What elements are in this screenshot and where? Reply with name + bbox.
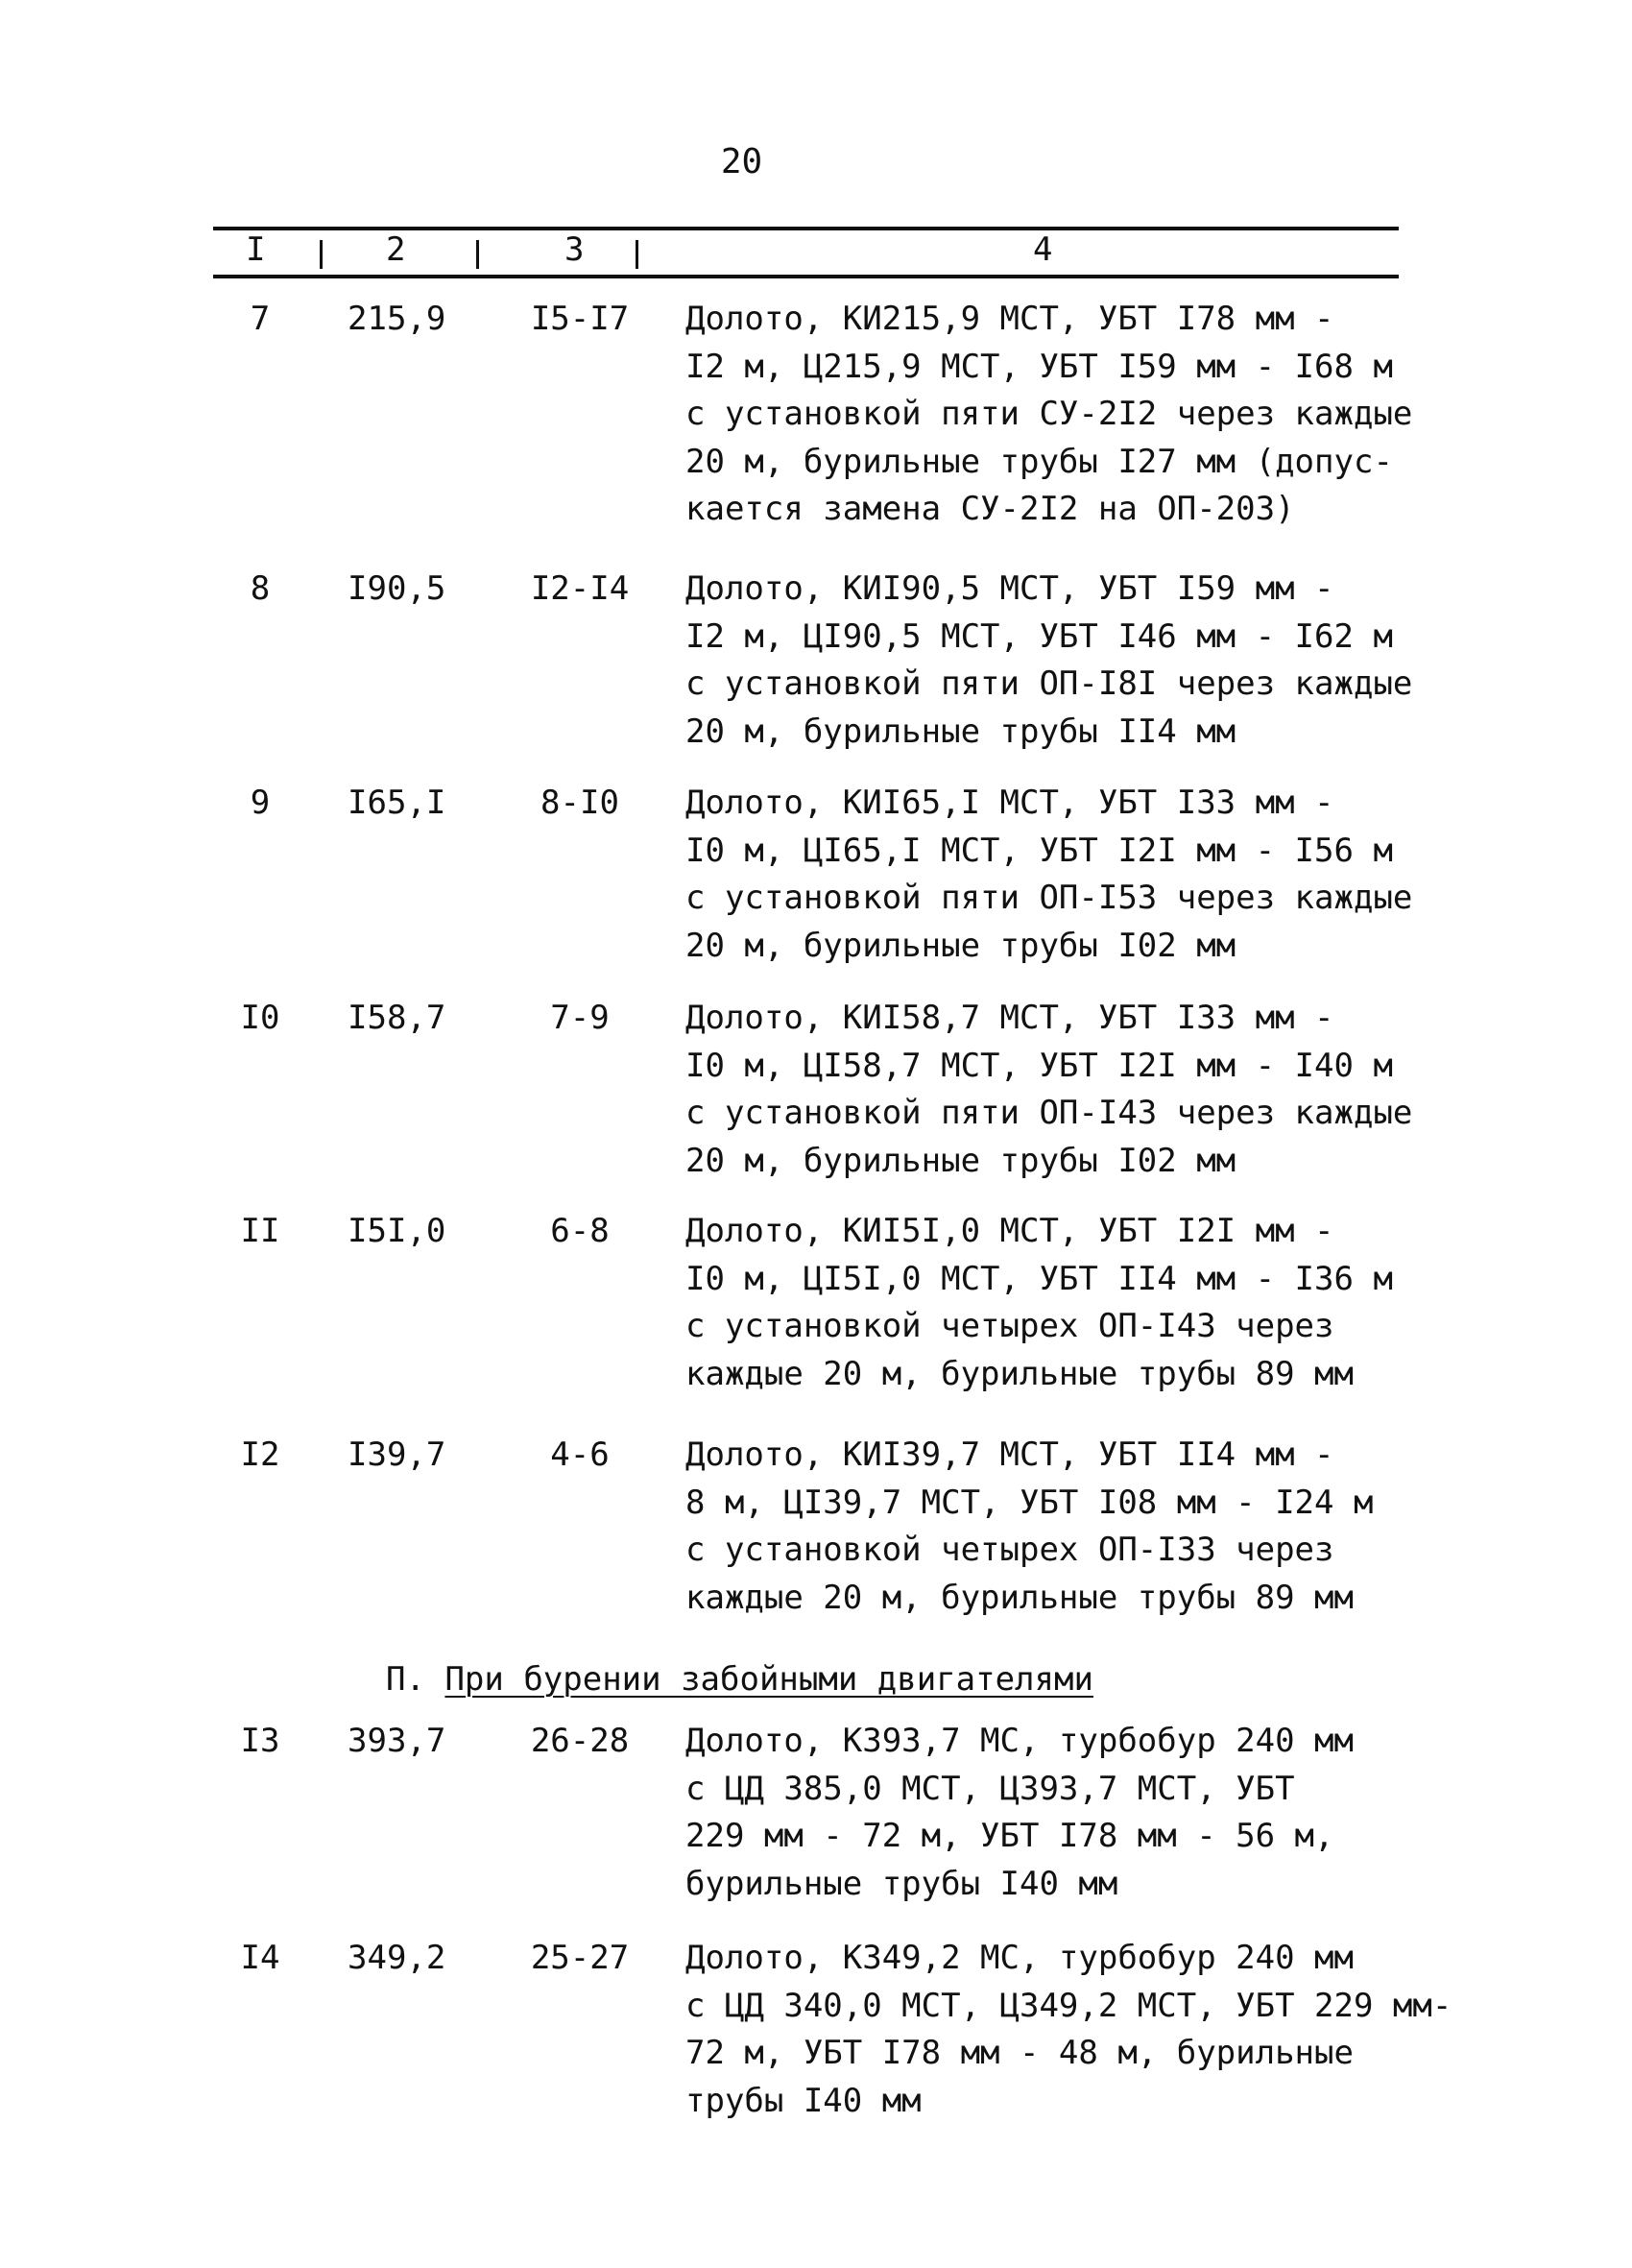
col-header-3: 3 [564,230,585,269]
description-line: с установкой четырех ОП-I33 через [685,1531,1334,1569]
description-line: с ЦД 340,0 МСТ, Ц349,2 МСТ, УБТ 229 мм- [685,1986,1452,2025]
range-value: 25-27 [530,1939,630,1977]
assembly-description [685,995,1412,1185]
description-line: 20 м, бурильные трубы I02 мм [685,1141,1236,1180]
description-line: I0 м, ЦI58,7 МСТ, УБТ I2I мм - I40 м [685,1046,1393,1085]
section-heading [386,1658,1093,1701]
description-line: Долото, К349,2 МС, турбобур 240 мм [685,1939,1354,1977]
section-title: При бурении забойными двигателями [444,1660,1093,1699]
bit-diameter: 393,7 [348,1722,446,1760]
description-line: бурильные трубы I40 мм [685,1864,1118,1903]
assembly-description [685,1935,1452,2125]
range-value: 4-6 [550,1436,610,1474]
description-line: 20 м, бурильные трубы I02 мм [685,926,1236,965]
description-line: I0 м, ЦI65,I МСТ, УБТ I2I мм - I56 м [685,831,1393,870]
col-header-2: 2 [386,230,406,269]
description-line: с установкой пяти ОП-I43 через каждые [685,1094,1413,1132]
row-number: I4 [240,1939,280,1977]
page-number: 20 [720,142,763,181]
assembly-description [685,1432,1373,1622]
description-line: I2 м, ЦI90,5 МСТ, УБТ I46 мм - I62 м [685,616,1393,656]
description-line: с установкой четырех ОП-I43 через [685,1307,1334,1345]
description-line: Долото, КИI39,7 МСТ, УБТ II4 мм - [685,1436,1334,1474]
description-line: кается замена СУ-2I2 на ОП-203) [685,490,1295,528]
bit-diameter: I65,I [348,784,446,822]
bit-diameter: I39,7 [348,1436,446,1474]
bit-diameter: 349,2 [348,1939,446,1977]
description-line: 20 м, бурильные трубы I27 мм (допус- [685,442,1393,481]
description-line: Долото, КИI65,I МСТ, УБТ I33 мм - [685,784,1334,822]
description-line: I0 м, ЦI5I,0 МСТ, УБТ II4 мм - I36 м [685,1259,1393,1298]
row-number: I2 [240,1436,280,1474]
assembly-description [685,1208,1393,1398]
range-value: I2-I4 [530,569,630,608]
description-line: Долото, КИI5I,0 МСТ, УБТ I2I мм - [685,1212,1334,1250]
description-line: 229 мм - 72 м, УБТ I78 мм - 56 м, [685,1817,1334,1855]
assembly-description [685,780,1412,970]
description-line: Долото, КИI58,7 МСТ, УБТ I33 мм - [685,999,1334,1037]
row-number: 7 [250,300,271,338]
description-line: I2 м, Ц215,9 МСТ, УБТ I59 мм - I68 м [685,347,1393,386]
bit-diameter: I90,5 [348,569,446,608]
description-line: 8 м, ЦI39,7 МСТ, УБТ I08 мм - I24 м [685,1483,1374,1522]
description-line: 20 м, бурильные трубы II4 мм [685,712,1236,751]
assembly-description [685,1718,1354,1908]
bit-diameter: I5I,0 [348,1212,446,1250]
range-value: 7-9 [550,999,610,1037]
description-line: с установкой пяти ОП-I53 через каждые [685,879,1413,917]
row-number: I3 [240,1722,280,1760]
description-line: Долото, КИ215,9 МСТ, УБТ I78 мм - [685,300,1334,338]
table-header-rule [213,275,1399,278]
description-line: каждые 20 м, бурильные трубы 89 мм [685,1354,1354,1393]
row-number: 8 [250,569,271,608]
assembly-description [685,566,1412,756]
assembly-description [685,296,1412,534]
description-line: трубы I40 мм [685,2081,922,2120]
range-value: 26-28 [530,1722,630,1760]
row-number: I0 [240,999,280,1037]
description-line: Долото, КИI90,5 МСТ, УБТ I59 мм - [685,569,1334,608]
description-line: с установкой пяти СУ-2I2 через каждые [685,395,1413,433]
row-number: 9 [250,784,271,822]
bit-diameter: 215,9 [348,300,446,338]
description-line: с установкой пяти ОП-I8I через каждые [685,664,1413,703]
col-separator [320,240,323,269]
range-value: 6-8 [550,1212,610,1250]
section-prefix: П. [386,1660,425,1699]
description-line: с ЦД 385,0 МСТ, Ц393,7 МСТ, УБТ [685,1769,1295,1808]
col-separator [636,240,638,269]
description-line: 72 м, УБТ I78 мм - 48 м, бурильные [685,2034,1354,2072]
bit-diameter: I58,7 [348,999,446,1037]
col-separator [476,240,479,269]
description-line: каждые 20 м, бурильные трубы 89 мм [685,1578,1354,1617]
row-number: II [240,1212,280,1250]
range-value: I5-I7 [530,300,630,338]
description-line: Долото, К393,7 МС, турбобур 240 мм [685,1722,1354,1760]
range-value: 8-I0 [540,784,619,822]
col-header-4: 4 [1033,230,1053,269]
col-header-1: I [246,230,266,269]
